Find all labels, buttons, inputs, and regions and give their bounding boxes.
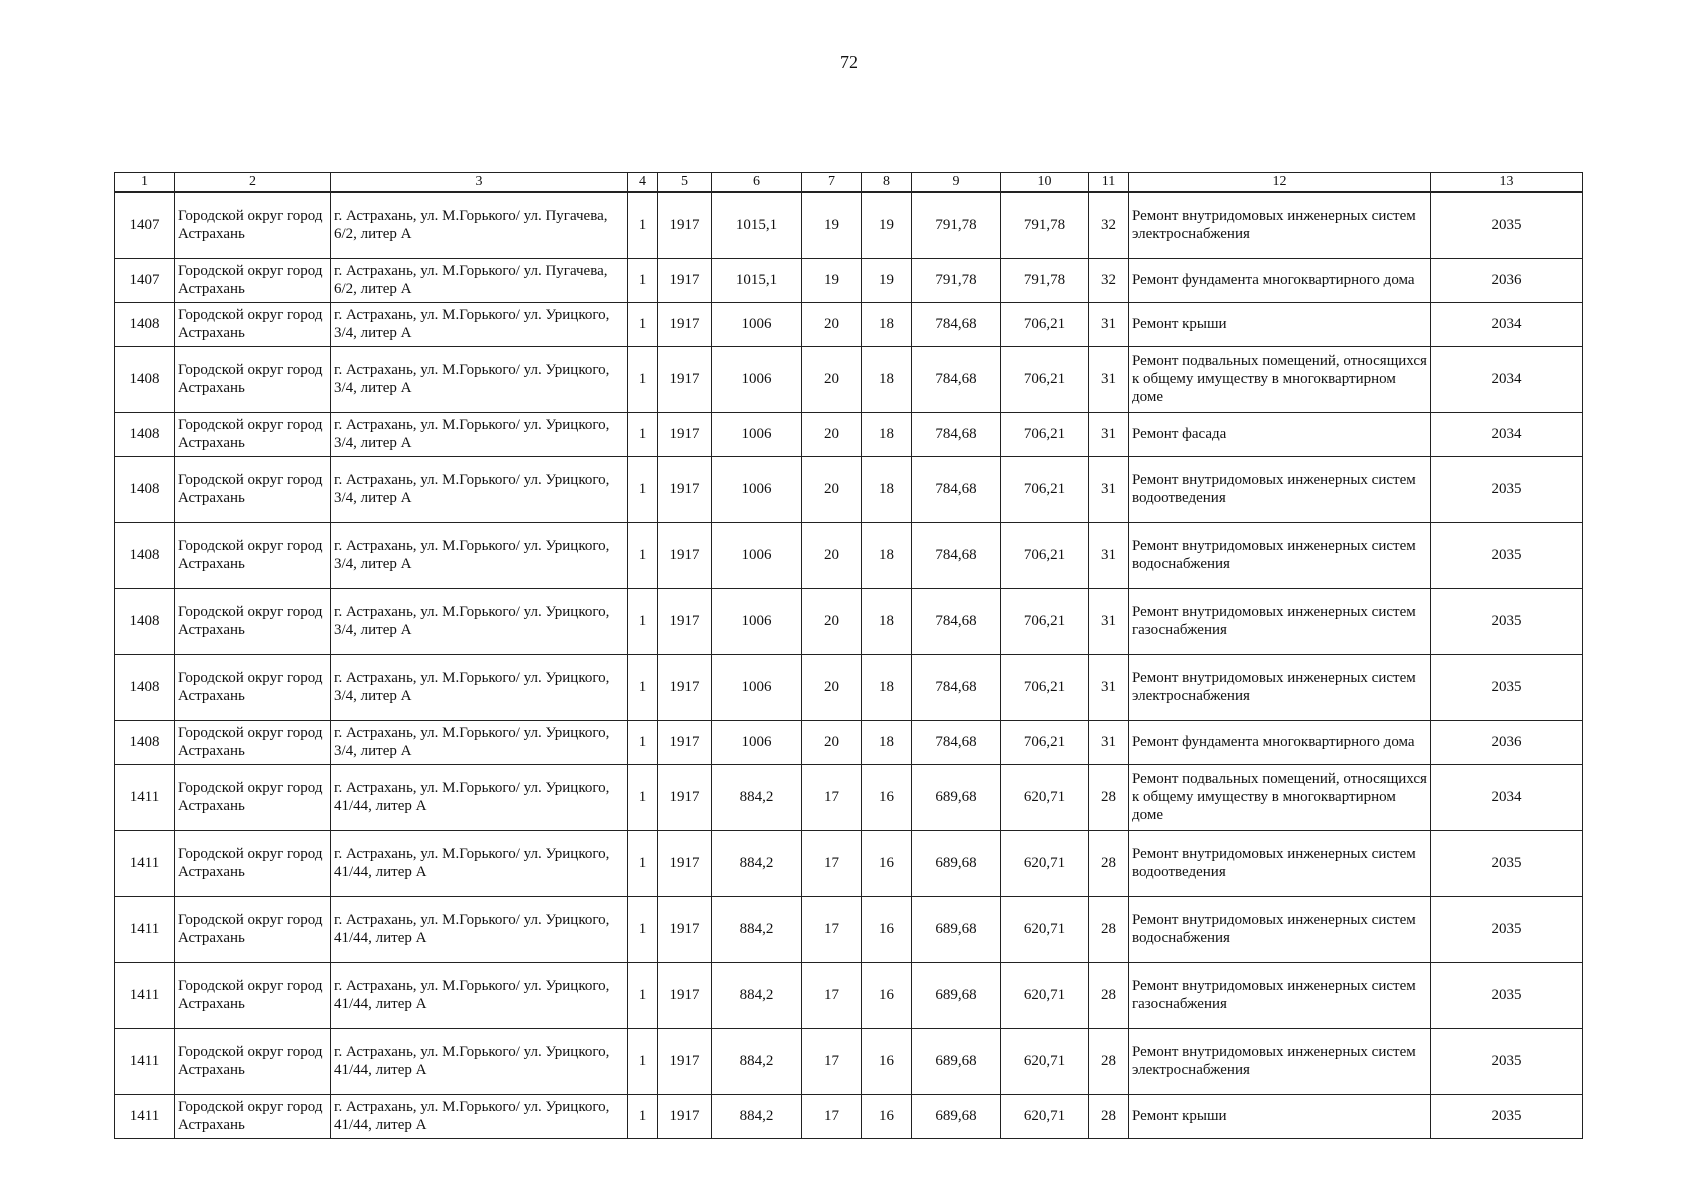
cell-area-10: 706,21: [1001, 302, 1089, 346]
cell-col-8: 18: [862, 412, 912, 456]
cell-row-number: 1408: [115, 588, 175, 654]
cell-residents: 31: [1089, 412, 1129, 456]
cell-area-10: 620,71: [1001, 830, 1089, 896]
cell-area-9: 784,68: [912, 720, 1001, 764]
cell-address: г. Астрахань, ул. М.Горького/ ул. Урицкого, 41/44, литер А: [331, 830, 628, 896]
table-row: [115, 654, 1583, 720]
cell-area-9: 784,68: [912, 302, 1001, 346]
column-header-12: 12: [1129, 173, 1431, 193]
table-row: [115, 764, 1583, 830]
table-row: [115, 258, 1583, 302]
cell-year-built: 1917: [658, 896, 712, 962]
table-body: [115, 192, 1583, 1138]
cell-plan-year: 2036: [1431, 258, 1583, 302]
cell-area-10: 706,21: [1001, 346, 1089, 412]
cell-total-area: 884,2: [712, 962, 802, 1028]
cell-col-7: 20: [802, 720, 862, 764]
header-row: [115, 173, 1583, 193]
cell-col-4: 1: [628, 192, 658, 258]
cell-total-area: 1006: [712, 720, 802, 764]
cell-col-7: 20: [802, 522, 862, 588]
cell-address: г. Астрахань, ул. М.Горького/ ул. Урицкого, 3/4, литер А: [331, 720, 628, 764]
cell-col-4: 1: [628, 830, 658, 896]
cell-area-10: 706,21: [1001, 588, 1089, 654]
table-row: [115, 588, 1583, 654]
cell-total-area: 884,2: [712, 1094, 802, 1138]
cell-col-4: 1: [628, 302, 658, 346]
cell-col-7: 17: [802, 1094, 862, 1138]
cell-row-number: 1411: [115, 1094, 175, 1138]
cell-address: г. Астрахань, ул. М.Горького/ ул. Урицкого, 3/4, литер А: [331, 654, 628, 720]
cell-col-8: 18: [862, 720, 912, 764]
cell-municipality: Городской округ город Астрахань: [175, 720, 331, 764]
cell-work-type: Ремонт крыши: [1129, 302, 1431, 346]
cell-area-10: 706,21: [1001, 412, 1089, 456]
cell-total-area: 1006: [712, 456, 802, 522]
cell-address: г. Астрахань, ул. М.Горького/ ул. Урицкого, 3/4, литер А: [331, 346, 628, 412]
cell-total-area: 884,2: [712, 764, 802, 830]
cell-total-area: 1006: [712, 302, 802, 346]
cell-year-built: 1917: [658, 764, 712, 830]
column-header-10: 10: [1001, 173, 1089, 193]
cell-residents: 28: [1089, 1094, 1129, 1138]
cell-municipality: Городской округ город Астрахань: [175, 896, 331, 962]
cell-total-area: 884,2: [712, 830, 802, 896]
cell-year-built: 1917: [658, 720, 712, 764]
cell-municipality: Городской округ город Астрахань: [175, 456, 331, 522]
cell-col-4: 1: [628, 962, 658, 1028]
cell-residents: 31: [1089, 720, 1129, 764]
cell-year-built: 1917: [658, 192, 712, 258]
cell-col-8: 18: [862, 302, 912, 346]
cell-row-number: 1408: [115, 522, 175, 588]
table-row: [115, 1094, 1583, 1138]
cell-area-10: 706,21: [1001, 522, 1089, 588]
cell-row-number: 1408: [115, 654, 175, 720]
cell-col-8: 18: [862, 588, 912, 654]
cell-area-10: 706,21: [1001, 456, 1089, 522]
cell-municipality: Городской округ город Астрахань: [175, 588, 331, 654]
cell-plan-year: 2035: [1431, 522, 1583, 588]
cell-work-type: Ремонт внутридомовых инженерных систем электроснабжения: [1129, 1028, 1431, 1094]
cell-residents: 31: [1089, 346, 1129, 412]
cell-col-7: 20: [802, 654, 862, 720]
cell-area-10: 620,71: [1001, 896, 1089, 962]
cell-col-4: 1: [628, 764, 658, 830]
cell-total-area: 884,2: [712, 1028, 802, 1094]
cell-total-area: 1006: [712, 346, 802, 412]
cell-total-area: 1006: [712, 588, 802, 654]
cell-area-9: 689,68: [912, 764, 1001, 830]
column-header-3: 3: [331, 173, 628, 193]
cell-work-type: Ремонт внутридомовых инженерных систем водоснабжения: [1129, 522, 1431, 588]
table-row: [115, 456, 1583, 522]
table-row: [115, 962, 1583, 1028]
cell-row-number: 1411: [115, 962, 175, 1028]
cell-total-area: 1006: [712, 522, 802, 588]
cell-area-9: 784,68: [912, 456, 1001, 522]
cell-year-built: 1917: [658, 654, 712, 720]
cell-col-4: 1: [628, 588, 658, 654]
cell-residents: 28: [1089, 764, 1129, 830]
cell-residents: 28: [1089, 962, 1129, 1028]
cell-col-4: 1: [628, 1028, 658, 1094]
cell-area-10: 620,71: [1001, 1094, 1089, 1138]
cell-residents: 28: [1089, 830, 1129, 896]
cell-col-4: 1: [628, 720, 658, 764]
cell-plan-year: 2035: [1431, 1094, 1583, 1138]
cell-address: г. Астрахань, ул. М.Горького/ ул. Пугачева, 6/2, литер А: [331, 192, 628, 258]
cell-col-8: 19: [862, 258, 912, 302]
cell-row-number: 1407: [115, 258, 175, 302]
cell-work-type: Ремонт фасада: [1129, 412, 1431, 456]
cell-year-built: 1917: [658, 456, 712, 522]
table-row: [115, 720, 1583, 764]
cell-work-type: Ремонт внутридомовых инженерных систем водоотведения: [1129, 456, 1431, 522]
cell-area-10: 706,21: [1001, 720, 1089, 764]
cell-address: г. Астрахань, ул. М.Горького/ ул. Урицкого, 3/4, литер А: [331, 588, 628, 654]
cell-col-8: 16: [862, 962, 912, 1028]
table-row: [115, 1028, 1583, 1094]
cell-row-number: 1411: [115, 896, 175, 962]
cell-plan-year: 2035: [1431, 1028, 1583, 1094]
cell-municipality: Городской округ город Астрахань: [175, 302, 331, 346]
cell-col-7: 19: [802, 258, 862, 302]
cell-year-built: 1917: [658, 962, 712, 1028]
cell-year-built: 1917: [658, 346, 712, 412]
cell-col-7: 17: [802, 962, 862, 1028]
cell-col-4: 1: [628, 896, 658, 962]
cell-col-4: 1: [628, 1094, 658, 1138]
column-header-8: 8: [862, 173, 912, 193]
cell-col-4: 1: [628, 522, 658, 588]
cell-municipality: Городской округ город Астрахань: [175, 346, 331, 412]
cell-work-type: Ремонт фундамента многоквартирного дома: [1129, 720, 1431, 764]
column-header-7: 7: [802, 173, 862, 193]
column-header-5: 5: [658, 173, 712, 193]
cell-work-type: Ремонт подвальных помещений, относящихся к общему имуществу в многоквартирном доме: [1129, 346, 1431, 412]
cell-municipality: Городской округ город Астрахань: [175, 962, 331, 1028]
cell-col-8: 16: [862, 1028, 912, 1094]
cell-plan-year: 2035: [1431, 654, 1583, 720]
cell-row-number: 1408: [115, 720, 175, 764]
cell-municipality: Городской округ город Астрахань: [175, 764, 331, 830]
cell-address: г. Астрахань, ул. М.Горького/ ул. Урицкого, 3/4, литер А: [331, 412, 628, 456]
cell-plan-year: 2034: [1431, 302, 1583, 346]
cell-year-built: 1917: [658, 830, 712, 896]
cell-col-7: 20: [802, 456, 862, 522]
cell-col-7: 20: [802, 412, 862, 456]
cell-area-9: 689,68: [912, 896, 1001, 962]
cell-year-built: 1917: [658, 412, 712, 456]
cell-residents: 31: [1089, 522, 1129, 588]
cell-year-built: 1917: [658, 302, 712, 346]
cell-area-9: 784,68: [912, 412, 1001, 456]
cell-row-number: 1408: [115, 412, 175, 456]
cell-col-7: 20: [802, 346, 862, 412]
cell-total-area: 884,2: [712, 896, 802, 962]
cell-municipality: Городской округ город Астрахань: [175, 258, 331, 302]
cell-row-number: 1407: [115, 192, 175, 258]
cell-address: г. Астрахань, ул. М.Горького/ ул. Урицкого, 3/4, литер А: [331, 456, 628, 522]
table-row: [115, 192, 1583, 258]
cell-col-8: 18: [862, 522, 912, 588]
cell-work-type: Ремонт внутридомовых инженерных систем газоснабжения: [1129, 588, 1431, 654]
column-header-2: 2: [175, 173, 331, 193]
cell-col-7: 19: [802, 192, 862, 258]
cell-work-type: Ремонт внутридомовых инженерных систем газоснабжения: [1129, 962, 1431, 1028]
cell-total-area: 1006: [712, 654, 802, 720]
cell-col-7: 20: [802, 302, 862, 346]
cell-area-9: 791,78: [912, 258, 1001, 302]
cell-total-area: 1015,1: [712, 258, 802, 302]
cell-plan-year: 2035: [1431, 962, 1583, 1028]
page-number: 72: [840, 52, 858, 72]
cell-col-4: 1: [628, 346, 658, 412]
cell-row-number: 1411: [115, 764, 175, 830]
cell-row-number: 1411: [115, 830, 175, 896]
cell-residents: 28: [1089, 896, 1129, 962]
cell-col-8: 18: [862, 346, 912, 412]
cell-area-10: 620,71: [1001, 1028, 1089, 1094]
cell-address: г. Астрахань, ул. М.Горького/ ул. Урицкого, 3/4, литер А: [331, 302, 628, 346]
cell-residents: 32: [1089, 192, 1129, 258]
cell-plan-year: 2035: [1431, 192, 1583, 258]
cell-work-type: Ремонт внутридомовых инженерных систем электроснабжения: [1129, 192, 1431, 258]
cell-residents: 31: [1089, 456, 1129, 522]
column-header-11: 11: [1089, 173, 1129, 193]
cell-year-built: 1917: [658, 588, 712, 654]
cell-work-type: Ремонт фундамента многоквартирного дома: [1129, 258, 1431, 302]
cell-residents: 31: [1089, 654, 1129, 720]
cell-municipality: Городской округ город Астрахань: [175, 192, 331, 258]
cell-address: г. Астрахань, ул. М.Горького/ ул. Урицкого, 41/44, литер А: [331, 1028, 628, 1094]
cell-row-number: 1408: [115, 456, 175, 522]
cell-residents: 28: [1089, 1028, 1129, 1094]
table-row: [115, 412, 1583, 456]
cell-area-9: 689,68: [912, 1028, 1001, 1094]
cell-total-area: 1015,1: [712, 192, 802, 258]
cell-col-8: 16: [862, 764, 912, 830]
cell-area-9: 689,68: [912, 962, 1001, 1028]
cell-col-8: 18: [862, 654, 912, 720]
cell-area-10: 620,71: [1001, 962, 1089, 1028]
cell-area-10: 791,78: [1001, 258, 1089, 302]
cell-municipality: Городской округ город Астрахань: [175, 1028, 331, 1094]
cell-work-type: Ремонт подвальных помещений, относящихся к общему имуществу в многоквартирном доме: [1129, 764, 1431, 830]
cell-area-9: 784,68: [912, 654, 1001, 720]
cell-col-8: 16: [862, 896, 912, 962]
cell-residents: 32: [1089, 258, 1129, 302]
cell-address: г. Астрахань, ул. М.Горького/ ул. Урицкого, 41/44, литер А: [331, 764, 628, 830]
cell-address: г. Астрахань, ул. М.Горького/ ул. Урицкого, 3/4, литер А: [331, 522, 628, 588]
cell-row-number: 1411: [115, 1028, 175, 1094]
cell-col-4: 1: [628, 258, 658, 302]
cell-area-9: 784,68: [912, 346, 1001, 412]
cell-col-8: 18: [862, 456, 912, 522]
cell-col-7: 20: [802, 588, 862, 654]
cell-year-built: 1917: [658, 1028, 712, 1094]
cell-residents: 31: [1089, 302, 1129, 346]
table-row: [115, 302, 1583, 346]
cell-work-type: Ремонт внутридомовых инженерных систем водоснабжения: [1129, 896, 1431, 962]
cell-municipality: Городской округ город Астрахань: [175, 830, 331, 896]
cell-work-type: Ремонт внутридомовых инженерных систем водоотведения: [1129, 830, 1431, 896]
cell-row-number: 1408: [115, 346, 175, 412]
cell-row-number: 1408: [115, 302, 175, 346]
cell-col-4: 1: [628, 654, 658, 720]
cell-area-10: 706,21: [1001, 654, 1089, 720]
cell-col-7: 17: [802, 764, 862, 830]
cell-plan-year: 2035: [1431, 830, 1583, 896]
column-header-6: 6: [712, 173, 802, 193]
table-row: [115, 896, 1583, 962]
cell-plan-year: 2034: [1431, 346, 1583, 412]
cell-col-7: 17: [802, 896, 862, 962]
register-table: [114, 172, 1583, 1139]
cell-area-9: 791,78: [912, 192, 1001, 258]
cell-address: г. Астрахань, ул. М.Горького/ ул. Урицкого, 41/44, литер А: [331, 1094, 628, 1138]
cell-total-area: 1006: [712, 412, 802, 456]
cell-residents: 31: [1089, 588, 1129, 654]
column-header-1: 1: [115, 173, 175, 193]
cell-municipality: Городской округ город Астрахань: [175, 412, 331, 456]
cell-work-type: Ремонт внутридомовых инженерных систем электроснабжения: [1129, 654, 1431, 720]
cell-address: г. Астрахань, ул. М.Горького/ ул. Урицкого, 41/44, литер А: [331, 896, 628, 962]
cell-plan-year: 2035: [1431, 896, 1583, 962]
cell-area-9: 784,68: [912, 522, 1001, 588]
cell-col-7: 17: [802, 830, 862, 896]
cell-plan-year: 2035: [1431, 588, 1583, 654]
cell-col-8: 19: [862, 192, 912, 258]
cell-col-4: 1: [628, 456, 658, 522]
cell-year-built: 1917: [658, 522, 712, 588]
column-header-9: 9: [912, 173, 1001, 193]
table-row: [115, 522, 1583, 588]
cell-work-type: Ремонт крыши: [1129, 1094, 1431, 1138]
cell-plan-year: 2034: [1431, 412, 1583, 456]
table-row: [115, 346, 1583, 412]
cell-municipality: Городской округ город Астрахань: [175, 1094, 331, 1138]
cell-address: г. Астрахань, ул. М.Горького/ ул. Урицкого, 41/44, литер А: [331, 962, 628, 1028]
cell-address: г. Астрахань, ул. М.Горького/ ул. Пугачева, 6/2, литер А: [331, 258, 628, 302]
cell-area-9: 689,68: [912, 1094, 1001, 1138]
cell-col-4: 1: [628, 412, 658, 456]
cell-area-9: 784,68: [912, 588, 1001, 654]
cell-area-10: 791,78: [1001, 192, 1089, 258]
cell-plan-year: 2035: [1431, 456, 1583, 522]
cell-area-9: 689,68: [912, 830, 1001, 896]
cell-municipality: Городской округ город Астрахань: [175, 654, 331, 720]
column-header-13: 13: [1431, 173, 1583, 193]
cell-col-7: 17: [802, 1028, 862, 1094]
table-row: [115, 830, 1583, 896]
cell-municipality: Городской округ город Астрахань: [175, 522, 331, 588]
cell-plan-year: 2034: [1431, 764, 1583, 830]
cell-col-8: 16: [862, 1094, 912, 1138]
cell-year-built: 1917: [658, 258, 712, 302]
cell-plan-year: 2036: [1431, 720, 1583, 764]
cell-col-8: 16: [862, 830, 912, 896]
cell-area-10: 620,71: [1001, 764, 1089, 830]
column-header-4: 4: [628, 173, 658, 193]
cell-year-built: 1917: [658, 1094, 712, 1138]
